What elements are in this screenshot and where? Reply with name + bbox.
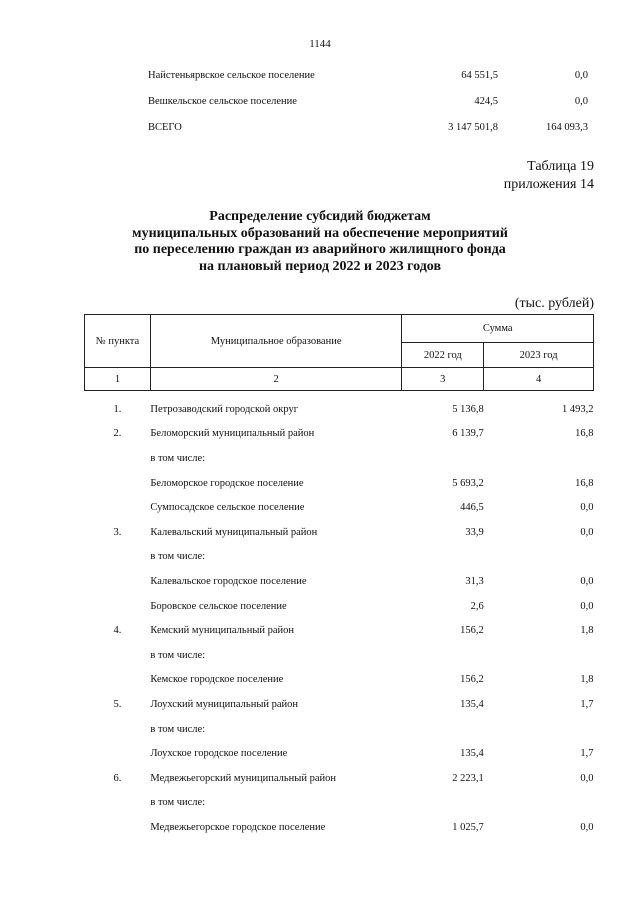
row-value-2023	[484, 643, 594, 668]
row-item-number: 1.	[113, 403, 122, 415]
row-item-number	[85, 815, 151, 840]
row-value-2023: 0,0	[580, 575, 594, 587]
document-title	[0, 209, 640, 275]
row-item-number: 6.	[113, 772, 122, 784]
page-number: 1144	[309, 38, 331, 50]
title-line-3: по переселению граждан из аварийного жилищного фонда	[134, 242, 506, 257]
row-value-2022: 135,4	[460, 748, 484, 760]
header-year-2022: 2022 год	[402, 343, 484, 368]
row-item-number	[85, 791, 151, 816]
row-municipality: Медвежьегорское городское поселение	[150, 821, 326, 833]
title-line-1: Распределение субсидий бюджетам	[209, 209, 431, 224]
table-row	[85, 391, 594, 422]
row-value-2023	[484, 717, 594, 742]
row-value-2022: 64 551,5	[461, 69, 498, 81]
table-row	[85, 594, 594, 619]
row-item-number	[85, 643, 151, 668]
row-municipality: Лоухский муниципальный район	[150, 698, 299, 710]
row-value-2022: 33,9	[465, 526, 484, 538]
top-table-body	[148, 62, 588, 140]
row-value-2022: 2 223,1	[452, 772, 484, 784]
row-value-2022	[402, 717, 484, 742]
row-value-2023: 164 093,3	[546, 121, 588, 133]
title-line-4: на плановый период 2022 и 2023 годов	[198, 258, 442, 274]
table-row	[85, 520, 594, 545]
row-item-number	[85, 569, 151, 594]
row-municipality: Сумпосадское сельское поселение	[150, 502, 305, 514]
row-item-number	[85, 446, 151, 471]
table-row	[85, 815, 594, 840]
row-value-2023: 0,0	[580, 772, 594, 784]
table-row	[85, 618, 594, 643]
row-value-2023: 16,8	[575, 428, 594, 440]
title-line-2: муниципальных образований на обеспечение мероприятий	[132, 225, 508, 241]
row-value-2022: 2,6	[470, 600, 484, 612]
row-value-2023	[484, 446, 594, 471]
row-item-number	[85, 495, 151, 520]
row-value-2022: 135,4	[460, 698, 484, 710]
column-index-1: 1	[85, 368, 151, 391]
table-body	[85, 391, 594, 840]
row-value-2023: 1,8	[580, 674, 594, 686]
column-index-2: 2	[150, 368, 402, 391]
row-value-2022: 31,3	[465, 575, 484, 587]
row-item-number	[85, 741, 151, 766]
table-header	[85, 315, 594, 391]
table-reference	[504, 158, 594, 194]
row-value-2023: 0,0	[580, 502, 594, 514]
row-item-number: 3.	[113, 526, 122, 538]
row-municipality: Кемское городское поселение	[150, 674, 284, 686]
row-municipality: Беломорское городское поселение	[150, 477, 304, 489]
row-municipality: в том числе:	[150, 551, 206, 563]
row-item-number: 4.	[113, 625, 122, 637]
row-municipality: в том числе:	[150, 452, 206, 464]
row-value-2023: 0,0	[574, 69, 588, 81]
table-row	[148, 114, 588, 140]
row-value-2023: 0,0	[580, 526, 594, 538]
row-value-2022	[402, 643, 484, 668]
table-row	[85, 766, 594, 791]
row-value-2022: 156,2	[460, 625, 484, 637]
row-value-2022: 5 136,8	[452, 403, 484, 415]
row-municipality: Боровское сельское поселение	[150, 600, 287, 612]
row-value-2022	[402, 446, 484, 471]
table-row	[148, 88, 588, 114]
header-municipality: Муниципальное образование	[150, 315, 402, 368]
row-item-number: 5.	[113, 698, 122, 710]
row-value-2023: 1,7	[580, 698, 594, 710]
header-year-2023: 2023 год	[484, 343, 594, 368]
appendix-reference: приложения 14	[503, 177, 594, 192]
row-value-2022: 156,2	[460, 674, 484, 686]
row-value-2023: 0,0	[580, 600, 594, 612]
table-row	[85, 741, 594, 766]
row-value-2023	[484, 545, 594, 570]
subsidy-table	[84, 314, 594, 840]
row-value-2022: 5 693,2	[452, 477, 484, 489]
row-item-number	[85, 717, 151, 742]
row-value-2023: 1,8	[580, 625, 594, 637]
row-municipality: Лоухское городское поселение	[150, 748, 288, 760]
row-municipality: Медвежьегорский муниципальный район	[150, 772, 336, 784]
table-number: Таблица 19	[527, 159, 594, 174]
previous-table-continuation	[148, 62, 588, 140]
row-item-number	[85, 545, 151, 570]
table-row	[85, 569, 594, 594]
row-municipality: Кемский муниципальный район	[150, 625, 295, 637]
row-municipality: ВСЕГО	[148, 121, 182, 133]
row-value-2023: 16,8	[575, 477, 594, 489]
header-sum: Сумма	[402, 315, 594, 343]
table-row	[85, 545, 594, 570]
column-index-4: 4	[484, 368, 594, 391]
row-value-2022: 1 025,7	[452, 821, 484, 833]
table-row	[148, 62, 588, 88]
row-value-2022	[402, 545, 484, 570]
table-row	[85, 446, 594, 471]
row-value-2022: 424,5	[474, 95, 498, 107]
row-value-2023: 1 493,2	[562, 403, 594, 415]
table-row	[85, 471, 594, 496]
table-row	[85, 668, 594, 693]
row-value-2022: 6 139,7	[452, 428, 484, 440]
row-item-number	[85, 668, 151, 693]
row-item-number	[85, 594, 151, 619]
row-municipality: Калевальский муниципальный район	[150, 526, 318, 538]
row-municipality: в том числе:	[150, 723, 206, 735]
row-municipality: Калевальское городское поселение	[150, 575, 307, 587]
row-value-2022: 446,5	[460, 502, 484, 514]
row-item-number: 2.	[113, 428, 122, 440]
row-municipality: в том числе:	[150, 649, 206, 661]
row-municipality: Беломорский муниципальный район	[150, 428, 315, 440]
row-value-2023: 1,7	[580, 748, 594, 760]
row-municipality: Вешкельское сельское поселение	[148, 95, 297, 107]
table-row	[85, 692, 594, 717]
header-item-number: № пункта	[85, 315, 151, 368]
row-municipality: в том числе:	[150, 797, 206, 809]
row-value-2023	[484, 791, 594, 816]
table-row	[85, 495, 594, 520]
column-index-3: 3	[402, 368, 484, 391]
table-row	[85, 643, 594, 668]
row-value-2022	[402, 791, 484, 816]
table-row	[85, 717, 594, 742]
row-value-2023: 0,0	[574, 95, 588, 107]
table-row	[85, 422, 594, 447]
row-municipality: Петрозаводский городской округ	[150, 403, 299, 415]
row-value-2023: 0,0	[580, 821, 594, 833]
row-municipality: Найстеньярвское сельское поселение	[148, 69, 315, 81]
table-row	[85, 791, 594, 816]
row-item-number	[85, 471, 151, 496]
row-value-2022: 3 147 501,8	[448, 121, 498, 133]
units-label: (тыс. рублей)	[514, 296, 594, 311]
